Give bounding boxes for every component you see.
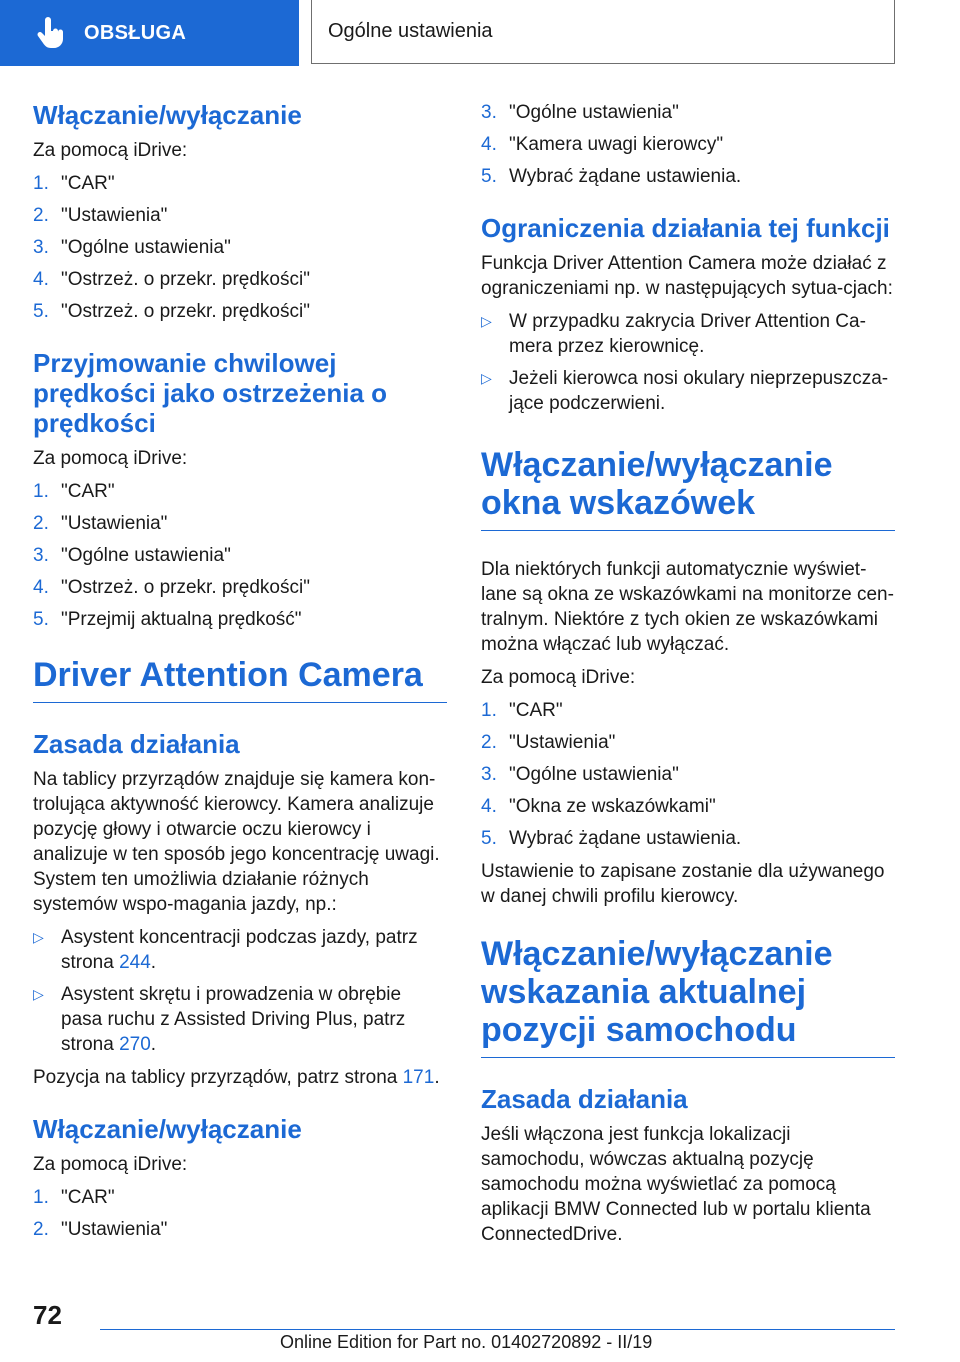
section-heading: Włączanie/wyłączanie [33,1114,302,1144]
list-item: 1. "CAR" [33,481,115,502]
triangle-right-icon: ▷ [481,313,492,329]
steps-list-3 [33,1185,447,1242]
bullet-list [33,925,447,1057]
subsection-label: Ogólne ustawienia [328,20,493,42]
footer-edition: Online Edition for Part no. 01402720892 - II/19 [280,1332,653,1352]
intro-text: Za pomocą iDrive: [33,448,188,469]
list-item: 2. "Ustawienia" [481,732,616,753]
section-heading: Zasada działania [33,729,240,759]
hand-pointer-icon [36,17,66,49]
chapter-heading: Driver Attention Camera [33,656,423,694]
list-item: 2. "Ustawienia" [33,513,168,534]
triangle-right-icon: ▷ [33,929,44,945]
list-item: 1. "CAR" [33,173,115,194]
left-column [33,100,447,1266]
section-heading: Przyjmowanie chwilowej prędkości jako ostrzeżenia o prędkości [33,348,388,438]
body-text: Ustawienie to zapisane zostanie dla używanego w danej chwili profilu kierowcy. [481,861,885,907]
list-item: 3. "Ogólne ustawienia" [33,545,231,566]
body-text: Pozycja na tablicy przyrządów, patrz strona 171. [33,1067,440,1088]
chapter-heading-block [481,935,895,1058]
section-heading: Ograniczenia działania tej funkcji [481,213,890,243]
list-item: ▷ Jeżeli kierowca nosi okulary nieprzepuszcza-jące podczerwieni. [481,368,889,414]
subsection-tab [311,0,895,64]
body-text: Dla niektórych funkcji automatycznie wyświet-lane są okna ze wskazówkami na monitorze cen-tralnym. Niektóre z tych okien ze wskazówkami można włączać lub wyłączać. [481,559,894,655]
section-heading: Włączanie/wyłączanie [33,100,302,130]
page-link[interactable]: 244 [119,952,151,973]
intro-text: Za pomocą iDrive: [33,140,188,161]
steps-list-1 [33,171,447,324]
body-text: Na tablicy przyrządów znajduje się kamera kon-trolująca aktywność kierowcy. Kamera analizuje pozycję głowy i otwarcie oczu kierowcy i analizuje w ten sposób jego koncentrację uwagi. System ten umożliwia działanie różnych systemów wspo-magania jazdy, np.: [33,769,440,915]
list-item: ▷ W przypadku zakrycia Driver Attention Ca-mera przez kierownicę. [481,311,866,357]
body-text: Funkcja Driver Attention Camera może działać z ograniczeniami np. w następujących sytua-cjach: [481,253,893,299]
chapter-heading: Włączanie/wyłączanie wskazania aktualnej pozycji samochodu [481,935,833,1049]
page-number: 72 [33,1300,62,1330]
list-item: 5. Wybrać żądane ustawienia. [481,166,742,187]
steps-list-4 [481,698,895,851]
list-item: 2. "Ustawienia" [33,205,168,226]
triangle-right-icon: ▷ [481,370,492,386]
steps-list-2 [33,479,447,632]
steps-list-cont [481,100,895,189]
list-item: 4. "Ostrzeż. o przekr. prędkości" [33,577,310,598]
list-item: 5. Wybrać żądane ustawienia. [481,828,742,849]
section-tab[interactable] [0,0,299,66]
right-column [481,100,895,1255]
list-item: 1. "CAR" [481,700,563,721]
list-item: 4. "Kamera uwagi kierowcy" [481,134,724,155]
intro-text: Za pomocą iDrive: [481,667,636,688]
list-item: 3. "Ogólne ustawienia" [481,102,679,123]
list-item: 3. "Ogólne ustawienia" [481,764,679,785]
list-item: ▷ Asystent koncentracji podczas jazdy, patrz strona 244. [33,927,418,973]
chapter-heading: Włączanie/wyłączanie okna wskazówek [481,446,833,522]
list-item: 4. "Ostrzeż. o przekr. prędkości" [33,269,310,290]
list-item: 2. "Ustawienia" [33,1219,168,1240]
list-item: 5. "Ostrzeż. o przekr. prędkości" [33,301,310,322]
footer-divider [100,1329,895,1330]
list-item: 5. "Przejmij aktualną prędkość" [33,609,302,630]
section-label: OBSŁUGA [84,21,187,44]
body-text: Jeśli włączona jest funkcja lokalizacji samochodu, wówczas aktualną pozycję samochodu można wyświetlać za pomocą aplikacji BMW Connected lub w portalu klienta ConnectedDrive. [481,1124,871,1245]
list-item: 1. "CAR" [33,1187,115,1208]
chapter-heading-block [33,656,447,703]
page-link[interactable]: 171 [402,1067,435,1088]
page-link[interactable]: 270 [119,1034,151,1055]
intro-text: Za pomocą iDrive: [33,1154,188,1175]
list-item: 3. "Ogólne ustawienia" [33,237,231,258]
section-heading: Zasada działania [481,1084,688,1114]
chapter-heading-block [481,446,895,531]
list-item: ▷ Asystent skrętu i prowadzenia w obrębie pasa ruchu z Assisted Driving Plus, patrz strona 270. [33,984,406,1055]
list-item: 4. "Okna ze wskazówkami" [481,796,716,817]
triangle-right-icon: ▷ [33,986,44,1002]
bullet-list [481,309,895,416]
